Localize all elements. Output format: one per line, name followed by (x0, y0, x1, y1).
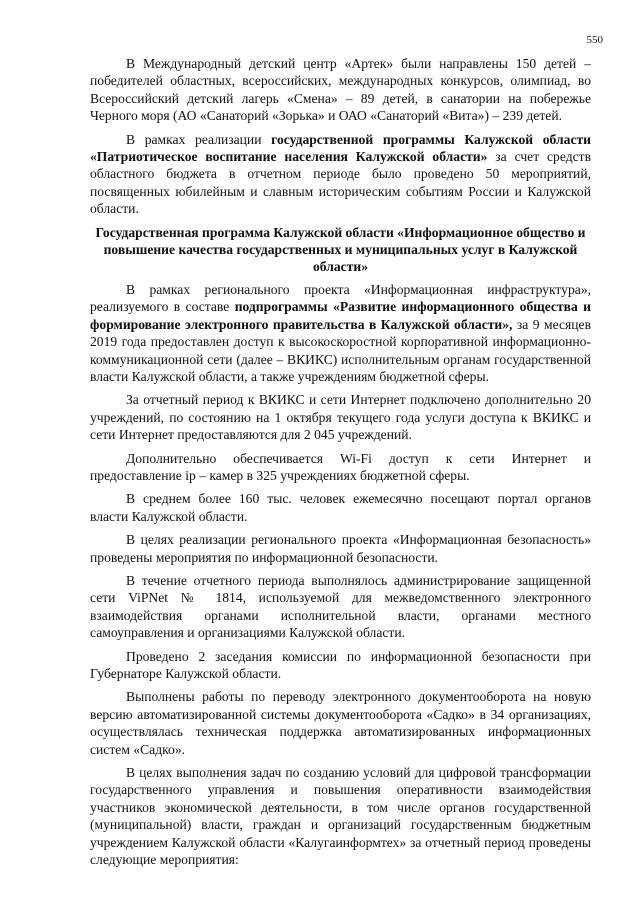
subprogram-name-bold: подпрограммы «Развитие информационного общества и формирование электронного правительства в Калужской области», (90, 299, 591, 332)
paragraph-text: В рамках регионального проекта «Информационная инфраструктура», реализуемого в составе (90, 281, 591, 315)
paragraph-text: за счет средств областного бюджета в отчетном периоде было проведено 50 мероприятий, посвященных юбилейным и славным историческим событиям России и Калужской области. (90, 149, 592, 217)
paragraph-infrastructure (90, 281, 591, 385)
paragraph-sadko (90, 688, 591, 758)
paragraph-digital-transformation (90, 764, 591, 868)
paragraph-wifi (90, 450, 591, 485)
paragraph-text: В течение отчетного периода выполнялось администрирование защищенной сети ViPNet № 1814, используемой для межведомственного электронного взаимодействия органами исполнительной власти, органами местного самоуправления и организациями Калужской области. (90, 572, 591, 641)
paragraph-patriotic-program (90, 131, 591, 218)
paragraph-text: В среднем более 160 тыс. человек ежемесячно посещают портал органов власти Калужской области. (90, 491, 591, 524)
paragraph-commission (90, 648, 591, 683)
paragraph-artek (90, 55, 591, 125)
paragraph-vkiks (90, 391, 591, 443)
program-name-bold: государственной программы Калужской области «Патриотическое воспитание населения Калужской области» (90, 131, 591, 165)
paragraph-text: В Международный детский центр «Артек» были направлены 150 детей – победителей областных, всероссийских, международных конкурсов, олимпиад, во Всероссийский детский лагерь «Смена» – 89 детей, в санатории на побережье Черного моря (АО «Санаторий «Зорька» и ОАО «Санаторий «Вита») – 239 детей. (90, 56, 591, 124)
paragraph-text: за 9 месяцев 2019 года предоставлен доступ к высокоскоростной корпоративной информационно-коммуникационной сети (далее – ВКИКС) исполнительным органам государственной власти Калужской области, а также учреждениям бюджетной сферы. (90, 316, 592, 384)
paragraph-text: Выполнены работы по переводу электронного документооборота на новую версию автоматизированной системы документооборота «Садко» в 34 организациях, осуществлялась техническая поддержка автоматизированных информационных систем «Садко». (90, 689, 591, 757)
paragraph-text: Дополнительно обеспечивается Wi-Fi доступ к сети Интернет и предоставление ip – камер в 325 учреждениях бюджетной сферы. (90, 450, 591, 483)
paragraph-info-security-project (90, 531, 591, 566)
paragraph-text: В рамках реализации (126, 131, 272, 147)
heading-text: Государственная программа Калужской области «Информационное общество и повышение качества государственных и муниципальных услуг в Калужской области» (95, 224, 586, 275)
paragraph-text: За отчетный период к ВКИКС и сети Интернет подключено дополнительно 20 учреждений, по состоянию на 1 октября текущего года услуги доступа к ВКИКС и сети Интернет предоставляются для 2 045 учреждений. (90, 392, 591, 443)
paragraph-text: Проведено 2 заседания комиссии по информационной безопасности при Губернаторе Калужской области. (90, 648, 591, 681)
paragraph-portal (90, 490, 591, 525)
paragraph-vipnet (90, 572, 591, 642)
page-number: 550 (586, 34, 603, 46)
section-heading (90, 224, 591, 276)
document-body (90, 55, 591, 874)
paragraph-text: В целях реализации регионального проекта «Информационная безопасность» проведены мероприятия по информационной безопасности. (90, 532, 591, 565)
paragraph-text: В целях выполнения задач по созданию условий для цифровой трансформации государственного управления и повышения оперативности взаимодействия участников экономической деятельности, в том числе органов государственной (муниципальной) власти, граждан и организаций государственным бюджетным учреждением Калужской области «Калугаинформтех» за отчетный период проведены следующие мероприятия: (90, 765, 591, 868)
